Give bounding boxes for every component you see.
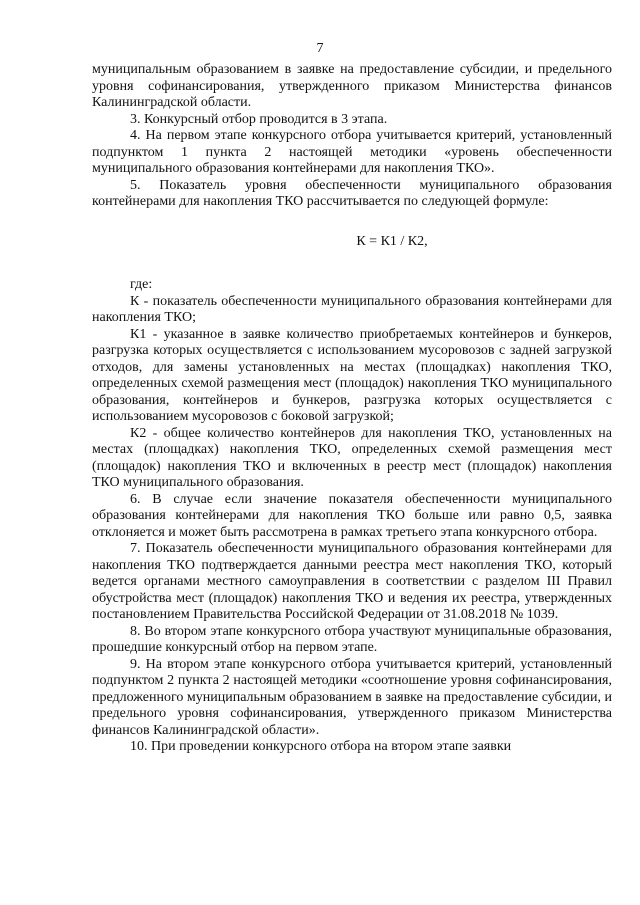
paragraph-4: 4. На первом этапе конкурсного отбора учитывается критерий, установленный подпунктом 1 пункта 2 настоящей методики «уровень обеспеченности муниципального образования контейнерами для накопления ТКО». xyxy=(92,128,612,176)
definition-k2: К2 - общее количество контейнеров для накопления ТКО, установленных на местах (площадках) накопления ТКО, определенных схемой размещения мест (площадок) накопления ТКО и включенных в реестр мест (площадок) накопления ТКО муниципального образования. xyxy=(92,425,612,490)
paragraph-7: 7. Показатель обеспеченности муниципального образования контейнерами для накопления ТКО подтверждается данными реестра мест накопления ТКО, который ведется органами местного самоуправления в соответствии с разделом III Правил обустройства мест (площадок) накопления ТКО и ведения их реестра, утвержденных постановлением Правительства Российской Федерации от 31.08.2018 № 1039. xyxy=(92,541,612,622)
paragraph-3: 3. Конкурсный отбор проводится в 3 этапа. xyxy=(130,111,388,127)
page-number: 7 xyxy=(316,41,324,56)
paragraph-10: 10. При проведении конкурсного отбора на втором этапе заявки xyxy=(130,739,512,754)
paragraph-6: 6. В случае если значение показателя обеспеченности муниципального образования контейнерами для накопления ТКО больше или равно 0,5, заявка отклоняется и может быть рассмотрена в рамках третьего этапа конкурсного отбора. xyxy=(92,491,612,540)
definition-k: К - показатель обеспеченности муниципального образования контейнерами для накопления ТКО; xyxy=(92,293,612,325)
paragraph-continuation: муниципальным образованием в заявке на предоставление субсидии, и предельного уровня софинансирования, утвержденного приказом Министерства финансов Калининградской области. xyxy=(92,62,612,110)
formula: К = К1 / К2, xyxy=(356,233,428,249)
definition-k1: К1 - указанное в заявке количество приобретаемых контейнеров и бункеров, разгрузка которых осуществляется с использованием мусоровозов с задней загрузкой отходов, для замены установленных на местах (площадках) накопления ТКО, определенных схемой размещения мест (площадок) накопления ТКО муниципального образования, контейнеров и бункеров, разгрузка которых осуществляется с использованием мусоровозов с боковой загрузкой; xyxy=(92,326,612,424)
document-body xyxy=(92,62,612,756)
paragraph-9: 9. На втором этапе конкурсного отбора учитывается критерий, установленный подпунктом 2 пункта 2 настоящей методики «соотношение уровня софинансирования, предложенного муниципальным образованием в заявке на предоставление субсидии, и предельного уровня софинансирования, утвержденного приказом Министерства финансов Калининградской области». xyxy=(92,656,612,738)
paragraph-5: 5. Показатель уровня обеспеченности муниципального образования контейнерами для накопления ТКО рассчитывается по следующей формуле: xyxy=(92,177,612,209)
where-label: где: xyxy=(130,277,153,292)
paragraph-8: 8. Во втором этапе конкурсного отбора участвуют муниципальные образования, прошедшие конкурсный отбор на первом этапе. xyxy=(92,623,612,655)
